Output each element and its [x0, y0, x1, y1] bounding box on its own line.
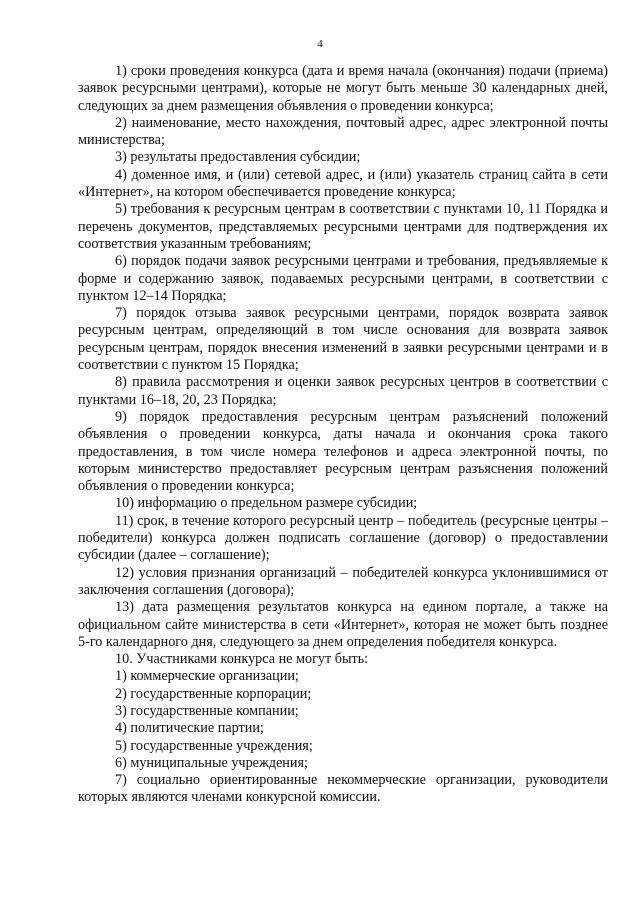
page-number: 4	[317, 38, 323, 50]
document-body	[78, 63, 608, 807]
paragraph-item-12: 12) условия признания организаций – победителей конкурса уклонившимися от заключения соглашения (договора);	[78, 564, 608, 598]
paragraph-item-13: 13) дата размещения результатов конкурса на едином портале, а также на официальном сайте министерства в сети «Интернет», которая не может быть позднее 5-го календарного дня, следующего за днем определения победителя конкурса.	[78, 599, 608, 650]
paragraph-item-11: 11) срок, в течение которого ресурсный центр – победитель (ресурсные центры – победители) конкурса должен подписать соглашение (договор) о предоставлении субсидии (далее – соглашение);	[78, 512, 608, 564]
paragraph-item-5: 5) требования к ресурсным центрам в соответствии с пунктами 10, 11 Порядка и перечень документов, представляемых ресурсными центрами для подтверждения их соответствия указанным требованиям;	[78, 201, 608, 252]
paragraph-item-10: 10) информацию о предельном размере субсидии;	[115, 495, 418, 512]
paragraph-item-1: 1) сроки проведения конкурса (дата и время начала (окончания) подачи (приема) заявок ресурсными центрами), которые не могут быть меньше 30 календарных дней, следующих за днем размещения объявления о проведении конкурса;	[78, 63, 608, 114]
paragraph-item-3: 3) результаты предоставления субсидии;	[115, 149, 361, 166]
paragraph-item-4: 4) доменное имя, и (или) сетевой адрес, и (или) указатель страниц сайта в сети «Интернет», на котором обеспечивается проведение конкурса;	[78, 166, 608, 201]
paragraph-item-6: 6) порядок подачи заявок ресурсными центрами и требования, предъявляемые к форме и содержанию заявок, подаваемых ресурсными центрами, в соответствии с пунктом 12–14 Порядка;	[78, 253, 608, 304]
paragraph-item-8: 8) правила рассмотрения и оценки заявок ресурсных центров в соответствии с пунктами 16–18, 20, 23 Порядка;	[78, 374, 608, 408]
excluded-participant-2: 2) государственные корпорации;	[115, 685, 312, 702]
paragraph-item-2: 2) наименование, место нахождения, почтовый адрес, адрес электронной почты министерства;	[78, 114, 608, 149]
excluded-participant-6: 6) муниципальные учреждения;	[115, 754, 308, 771]
paragraph-item-7: 7) порядок отзыва заявок ресурсными центрами, порядок возврата заявок ресурсным центрам, определяющий в том числе основания для возврата заявок ресурсным центрам, порядок внесения изменений в заявки ресурсными центрами и в соответствии с пунктом 15 Порядка;	[78, 305, 608, 374]
excluded-participant-3: 3) государственные компании;	[115, 702, 299, 719]
excluded-participant-7: 7) социально ориентированные некоммерческие организации, руководители которых являются членами конкурсной комиссии.	[78, 772, 608, 806]
excluded-participant-1: 1) коммерческие организации;	[115, 668, 299, 685]
excluded-participant-4: 4) политические партии;	[115, 720, 264, 737]
excluded-participant-5: 5) государственные учреждения;	[115, 737, 313, 754]
section-10-heading: 10. Участниками конкурса не могут быть:	[115, 651, 369, 668]
paragraph-item-9: 9) порядок предоставления ресурсным центрам разъяснений положений объявления о проведении конкурса, даты начала и окончания срока такого предоставления, в том числе номера телефонов и адреса электронной почты, по которым министерство предоставляет ресурсным центрам разъяснения положений объявления о проведении конкурса;	[78, 408, 608, 495]
